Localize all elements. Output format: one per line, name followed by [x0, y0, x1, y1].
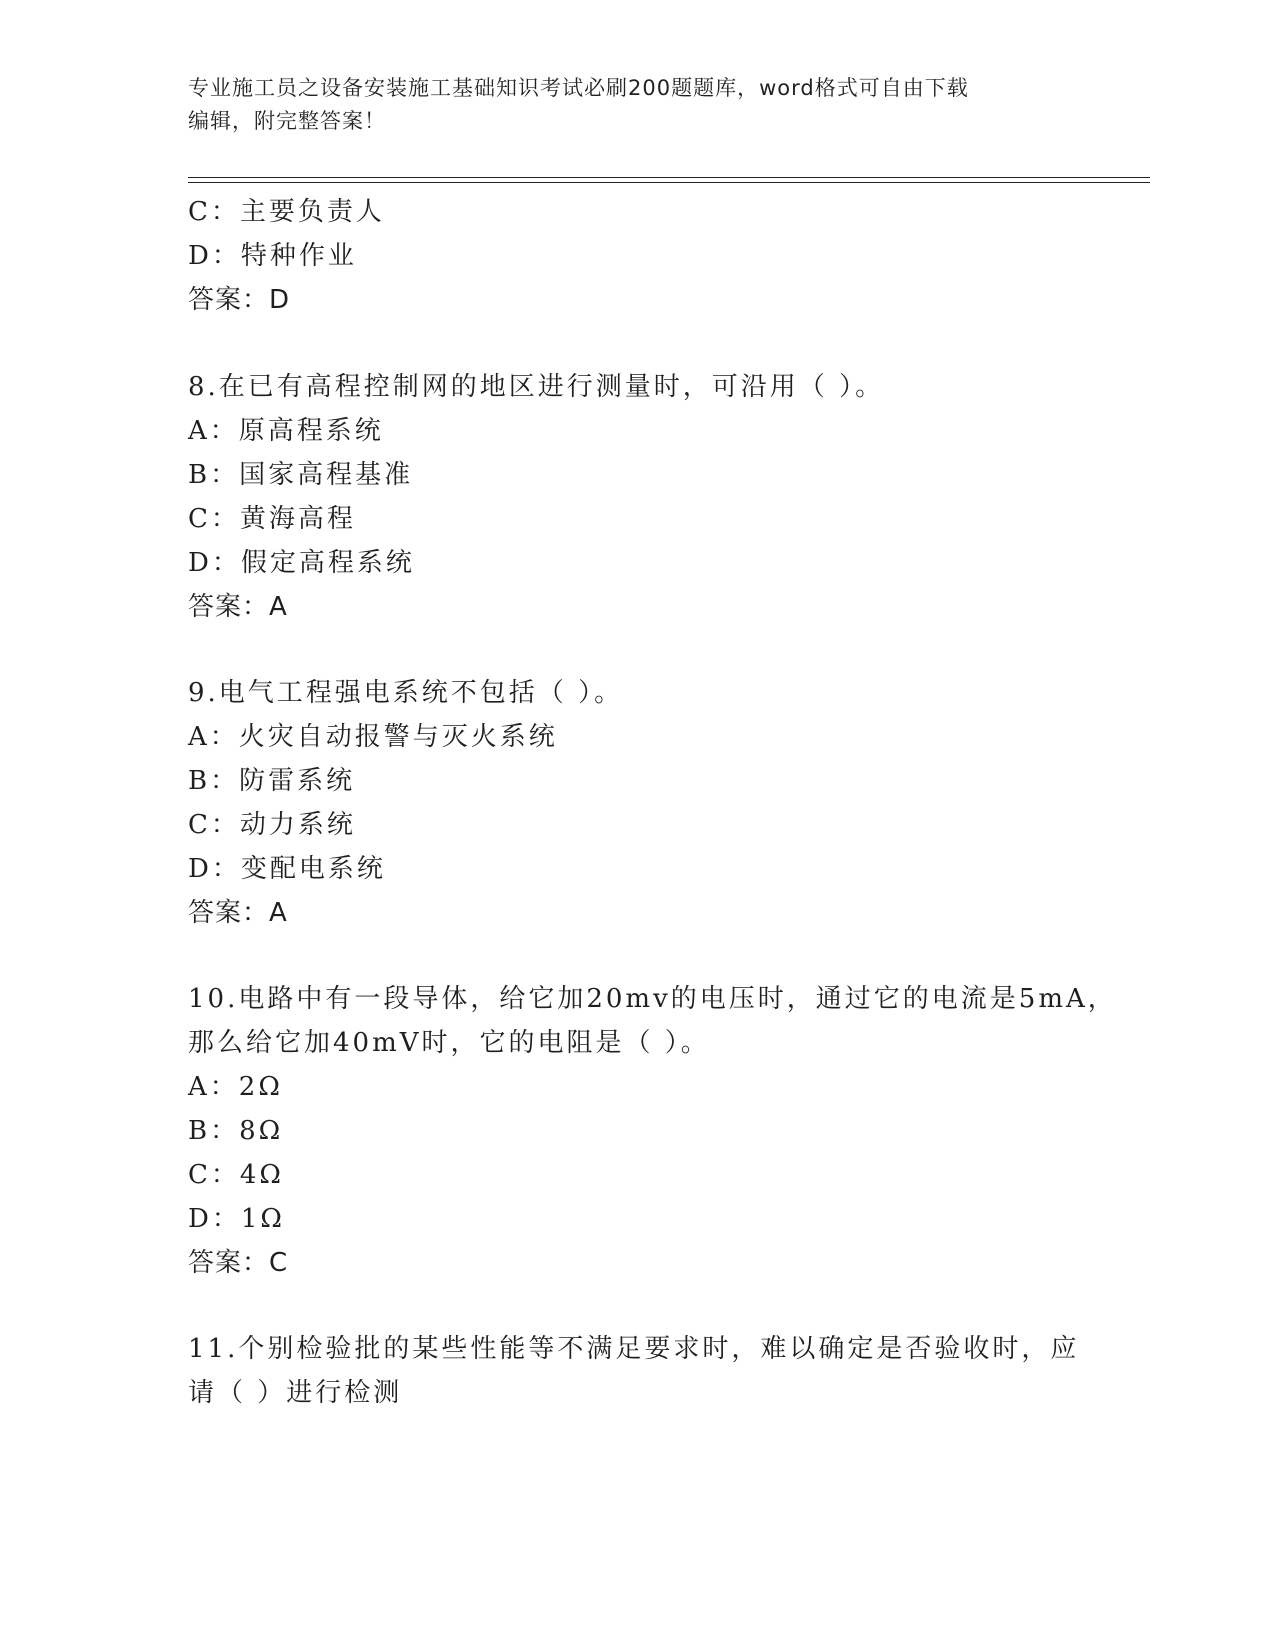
- q10-question-line-1: 10.电路中有一段导体，给它加20mv的电压时，通过它的电流是5mA，: [188, 984, 1117, 1014]
- header-rule-top: [188, 177, 1150, 178]
- q9-option-a: A：火灾自动报警与灭火系统: [188, 722, 558, 752]
- q10-option-a: A：2Ω: [188, 1072, 283, 1102]
- q7-option-d: D：特种作业: [188, 241, 357, 271]
- q10-option-d: D：1Ω: [188, 1204, 285, 1234]
- document-header: [188, 72, 1068, 138]
- q11-question-line-2: 请（ ）进行检测: [188, 1378, 403, 1408]
- q9-answer: 答案：A: [188, 898, 288, 928]
- q8-option-c: C：黄海高程: [188, 504, 356, 534]
- header-line-2: 编辑，附完整答案！: [188, 109, 386, 133]
- q10-question-line-2: 那么给它加40mV时，它的电阻是（ ）。: [188, 1028, 710, 1058]
- q9-question: 9.电气工程强电系统不包括（ ）。: [188, 678, 624, 708]
- q7-answer: 答案：D: [188, 285, 291, 315]
- q10-option-b: B：8Ω: [188, 1116, 284, 1146]
- q8-option-b: B：国家高程基准: [188, 460, 414, 490]
- q9-option-d: D：变配电系统: [188, 854, 386, 884]
- q7-option-c: C：主要负责人: [188, 197, 385, 227]
- q10-answer: 答案：C: [188, 1248, 289, 1278]
- q9-option-b: B：防雷系统: [188, 766, 356, 796]
- q11-question-line-1: 11.个别检验批的某些性能等不满足要求时，难以确定是否验收时，应: [188, 1334, 1080, 1364]
- header-line-1: 专业施工员之设备安装施工基础知识考试必刷200题题库，word格式可自由下载: [188, 76, 969, 100]
- q8-option-d: D：假定高程系统: [188, 548, 415, 578]
- q10-option-c: C：4Ω: [188, 1160, 284, 1190]
- q8-option-a: A：原高程系统: [188, 416, 384, 446]
- q8-answer: 答案：A: [188, 592, 288, 622]
- q8-question: 8.在已有高程控制网的地区进行测量时，可沿用（ ）。: [188, 372, 885, 402]
- q9-option-c: C：动力系统: [188, 810, 356, 840]
- header-rule-bottom: [188, 182, 1150, 183]
